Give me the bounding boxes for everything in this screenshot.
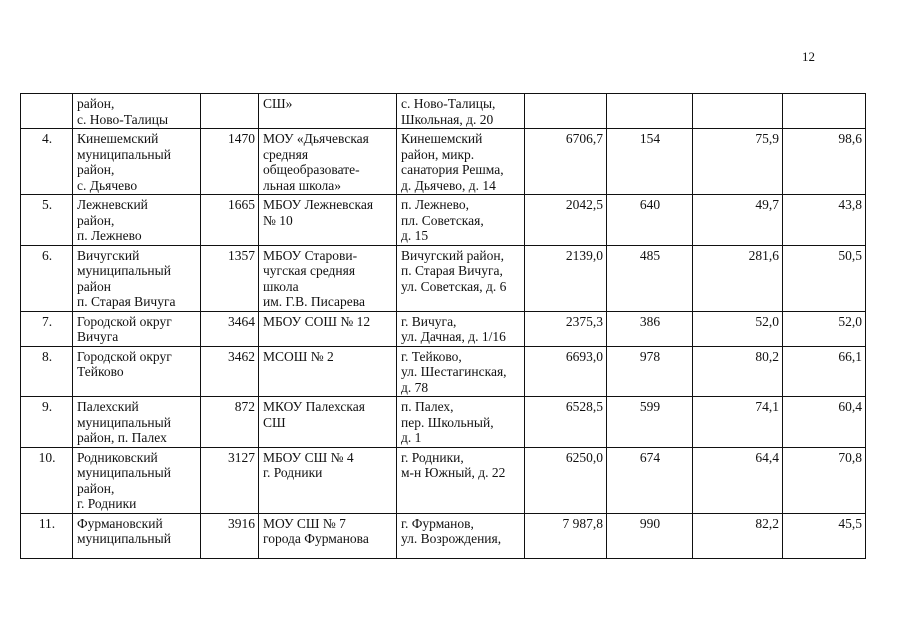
row-number-cell: 5. [21, 195, 73, 246]
value3-cell [693, 94, 783, 129]
school-cell: МОУ «Дьячевская средняя общеобразовате- льная школа» [259, 129, 397, 195]
school-cell: МБОУ СШ № 4 г. Родники [259, 447, 397, 513]
table-row [21, 346, 866, 397]
value4-cell: 66,1 [783, 346, 866, 397]
value4-cell: 70,8 [783, 447, 866, 513]
value1-cell: 7 987,8 [525, 513, 607, 558]
row-number-cell: 4. [21, 129, 73, 195]
value3-cell: 75,9 [693, 129, 783, 195]
value1-cell: 6528,5 [525, 397, 607, 448]
district-cell: Вичугский муниципальный район п. Старая Вичуга [73, 245, 201, 311]
district-cell: Родниковский муниципальный район, г. Родники [73, 447, 201, 513]
students-cell: 1470 [201, 129, 259, 195]
value1-cell: 6693,0 [525, 346, 607, 397]
value3-cell: 74,1 [693, 397, 783, 448]
value2-cell: 599 [607, 397, 693, 448]
district-cell: Фурмановский муниципальный [73, 513, 201, 558]
value3-cell: 49,7 [693, 195, 783, 246]
row-number-cell: 9. [21, 397, 73, 448]
table-row [21, 513, 866, 558]
district-cell: район, с. Ново-Талицы [73, 94, 201, 129]
students-cell [201, 94, 259, 129]
value2-cell: 978 [607, 346, 693, 397]
value2-cell: 485 [607, 245, 693, 311]
table-row [21, 311, 866, 346]
value1-cell: 2139,0 [525, 245, 607, 311]
table-row [21, 195, 866, 246]
value3-cell: 281,6 [693, 245, 783, 311]
value1-cell [525, 94, 607, 129]
school-cell: СШ» [259, 94, 397, 129]
value2-cell: 990 [607, 513, 693, 558]
students-cell: 1665 [201, 195, 259, 246]
students-cell: 3127 [201, 447, 259, 513]
value4-cell: 60,4 [783, 397, 866, 448]
address-cell: Кинешемский район, микр. санатория Решма, д. Дьячево, д. 14 [397, 129, 525, 195]
students-cell: 872 [201, 397, 259, 448]
row-number-cell [21, 94, 73, 129]
schools-table [20, 93, 866, 559]
row-number-cell: 10. [21, 447, 73, 513]
students-cell: 1357 [201, 245, 259, 311]
address-cell: г. Фурманов, ул. Возрождения, [397, 513, 525, 558]
address-cell: п. Палех, пер. Школьный, д. 1 [397, 397, 525, 448]
students-cell: 3464 [201, 311, 259, 346]
value3-cell: 80,2 [693, 346, 783, 397]
row-number-cell: 8. [21, 346, 73, 397]
value2-cell: 154 [607, 129, 693, 195]
value3-cell: 82,2 [693, 513, 783, 558]
table-row [21, 245, 866, 311]
value3-cell: 52,0 [693, 311, 783, 346]
district-cell: Городской округ Вичуга [73, 311, 201, 346]
address-cell: п. Лежнево, пл. Советская, д. 15 [397, 195, 525, 246]
school-cell: МБОУ СОШ № 12 [259, 311, 397, 346]
address-cell: г. Вичуга, ул. Дачная, д. 1/16 [397, 311, 525, 346]
value4-cell: 43,8 [783, 195, 866, 246]
value2-cell: 674 [607, 447, 693, 513]
district-cell: Кинешемский муниципальный район, с. Дьячево [73, 129, 201, 195]
row-number-cell: 6. [21, 245, 73, 311]
students-cell: 3462 [201, 346, 259, 397]
students-cell: 3916 [201, 513, 259, 558]
value2-cell: 386 [607, 311, 693, 346]
table-row [21, 447, 866, 513]
value1-cell: 2042,5 [525, 195, 607, 246]
row-number-cell: 7. [21, 311, 73, 346]
page-number: 12 [802, 49, 815, 64]
school-cell: МБОУ Старови- чугская средняя школа им. Г.В. Писарева [259, 245, 397, 311]
address-cell: г. Тейково, ул. Шестагинская, д. 78 [397, 346, 525, 397]
district-cell: Лежневский район, п. Лежнево [73, 195, 201, 246]
table-row [21, 397, 866, 448]
value4-cell: 98,6 [783, 129, 866, 195]
value3-cell: 64,4 [693, 447, 783, 513]
school-cell: МБОУ Лежневская № 10 [259, 195, 397, 246]
address-cell: с. Ново-Талицы, Школьная, д. 20 [397, 94, 525, 129]
school-cell: МОУ СШ № 7 города Фурманова [259, 513, 397, 558]
district-cell: Городской округ Тейково [73, 346, 201, 397]
table-row [21, 129, 866, 195]
value4-cell [783, 94, 866, 129]
value1-cell: 6250,0 [525, 447, 607, 513]
district-cell: Палехский муниципальный район, п. Палех [73, 397, 201, 448]
address-cell: Вичугский район, п. Старая Вичуга, ул. Советская, д. 6 [397, 245, 525, 311]
value2-cell [607, 94, 693, 129]
school-cell: МСОШ № 2 [259, 346, 397, 397]
row-number-cell: 11. [21, 513, 73, 558]
address-cell: г. Родники, м-н Южный, д. 22 [397, 447, 525, 513]
value1-cell: 6706,7 [525, 129, 607, 195]
table-row [21, 94, 866, 129]
value4-cell: 50,5 [783, 245, 866, 311]
value4-cell: 45,5 [783, 513, 866, 558]
school-cell: МКОУ Палехская СШ [259, 397, 397, 448]
value2-cell: 640 [607, 195, 693, 246]
value4-cell: 52,0 [783, 311, 866, 346]
value1-cell: 2375,3 [525, 311, 607, 346]
